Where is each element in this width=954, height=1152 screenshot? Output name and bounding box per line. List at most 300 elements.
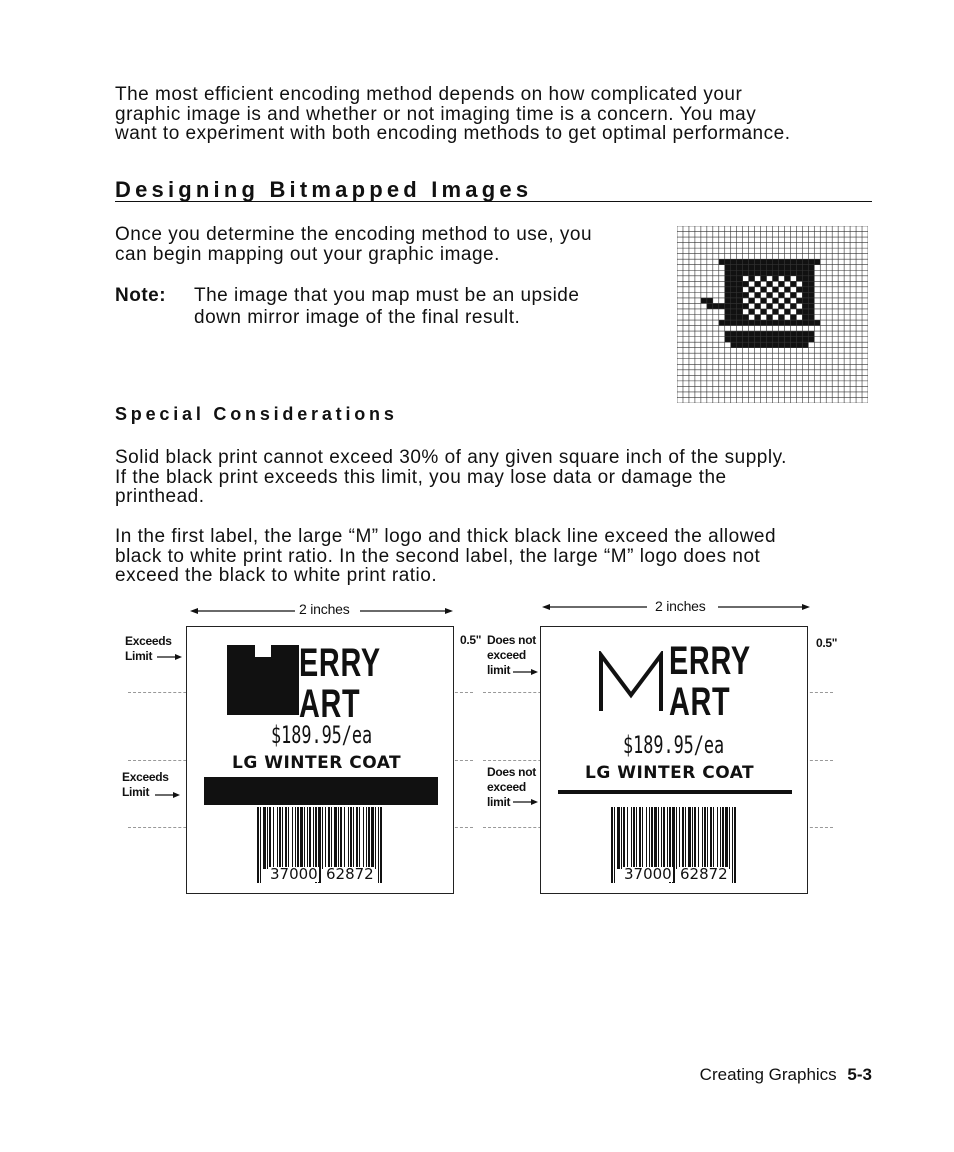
bitmap-cell [802,270,808,276]
bitmap-cell [725,309,731,315]
bitmap-cell [725,337,731,343]
bitmap-cell [767,292,773,298]
bitmap-cell [778,320,784,326]
bitmap-cell [737,309,743,315]
barcode-bar [636,807,637,869]
bitmap-cell [773,320,779,326]
bitmap-cell [802,303,808,309]
bitmap-cell [731,309,737,315]
bitmap-cell [731,265,737,271]
barcode-bar [277,807,278,869]
bitmap-cell [743,315,749,321]
intro-line: The most efficient encoding method depends on how complicated your [115,84,743,105]
bitmap-cell [796,287,802,293]
label-text-erry: ERRY [299,641,381,685]
bitmap-cell [802,265,808,271]
bitmap-cell [784,331,790,337]
bitmap-cell [731,259,737,265]
bitmap-cell [755,320,761,326]
bitmap-cell [761,265,767,271]
bitmap-cell [737,276,743,282]
barcode-bar [334,807,337,869]
barcode-number-right: 62872 [680,865,728,883]
bitmap-cell [802,320,808,326]
bitmap-cell [796,331,802,337]
barcode-bar [679,807,680,869]
bitmap-cell [790,320,796,326]
bitmap-cell [755,259,761,265]
barcode-bar [263,807,266,869]
barcode-bar [676,807,677,869]
intro-paragraph [115,85,895,144]
bitmap-cell [778,292,784,298]
barcode-bar [654,807,657,869]
bitmap-cell [749,337,755,343]
bitmap-cell [755,342,761,348]
bitmap-cell [719,259,725,265]
bitmap-cell [802,281,808,287]
barcode-bar [344,807,345,869]
barcode-bar [279,807,281,869]
bitmap-cell [725,320,731,326]
bitmap-cell [749,259,755,265]
barcode-bar [649,807,650,869]
half-inch-label-left: 0.5" [460,633,482,647]
bitmap-cell [719,320,725,326]
bitmap-cell [808,303,814,309]
bitmap-cell [802,287,808,293]
bitmap-cell [790,331,796,337]
para-line: If the black print exceeds this limit, you may lose data or damage the [115,466,727,488]
bitmap-cell [737,287,743,293]
note-label: Note: [115,285,167,306]
bitmap-cell [743,342,749,348]
bitmap-cell [725,287,731,293]
bitmap-cell [731,337,737,343]
bitmap-cell [784,270,790,276]
bitmap-cell [737,342,743,348]
bitmap-cell [778,337,784,343]
bitmap-cell [773,331,779,337]
bitmap-cell [767,331,773,337]
bitmap-cell [737,320,743,326]
intro-line: want to experiment with both encoding methods to get optimal performance. [115,123,791,144]
para-line: printhead. [115,486,205,507]
footer [700,1065,872,1085]
barcode-bar [340,807,342,869]
barcode-bar [646,807,647,869]
barcode-bar [682,807,684,869]
bitmap-cell [737,331,743,337]
bitmap-cell [796,309,802,315]
subsection-heading: Special Considerations [115,404,398,424]
bitmap-cell [773,265,779,271]
bitmap-cell [731,287,737,293]
bitmap-cell [784,276,790,282]
bitmap-cell [796,342,802,348]
bitmap-cell [725,265,731,271]
bitmap-cell [778,265,784,271]
bitmap-cell [790,315,796,321]
bitmap-grid-image [677,226,868,403]
bitmap-cell [790,281,796,287]
bitmap-cell [755,265,761,271]
callout-arrow-icon [513,797,539,807]
bitmap-cell [761,309,767,315]
bitmap-cell [808,315,814,321]
bitmap-cell [778,315,784,321]
barcode-bar [313,807,314,869]
thick-black-line [204,777,438,805]
barcode-bar [285,807,287,869]
note-text [194,285,654,329]
bitmap-cell [731,276,737,282]
barcode-bar [627,807,628,869]
bitmap-cell [778,331,784,337]
label-exceeds [186,626,454,894]
bitmap-cell [737,303,743,309]
bitmap-cell [790,337,796,343]
bitmap-cell [761,342,767,348]
bitmap-cell [737,270,743,276]
bitmap-cell [731,292,737,298]
bitmap-cell [743,337,749,343]
label-text-erry: ERRY [669,639,751,683]
bitmap-cell [761,298,767,304]
barcode-bar [623,807,625,869]
barcode-bar [663,807,665,869]
bitmap-cell [808,292,814,298]
bitmap-cell [778,281,784,287]
heading-rule [115,201,872,202]
bitmap-cell [725,270,731,276]
bitmap-cell [713,303,719,309]
bitmap-cell [773,342,779,348]
section-body [115,225,655,264]
barcode-bar [707,807,708,869]
barcode-bar [717,807,718,869]
barcode-bar [698,807,699,869]
barcode-bar [692,807,693,869]
para-line: black to white print ratio. In the second label, the large “M” logo does not [115,545,761,567]
label-within-limit [540,626,808,894]
barcode-bar [631,807,632,869]
callout-text: Does not [487,765,536,779]
bitmap-cell [725,292,731,298]
bitmap-cell [767,337,773,343]
barcode-bar [325,807,326,869]
bitmap-cell [808,259,814,265]
bitmap-cell [773,337,779,343]
bitmap-cell [808,337,814,343]
label-item-name: LG WINTER COAT [585,763,755,783]
bitmap-cell [731,270,737,276]
bitmap-cell [808,276,814,282]
bitmap-cell [767,320,773,326]
bitmap-cell [761,320,767,326]
barcode-bar [639,807,641,869]
bitmap-cell [701,298,707,304]
half-inch-label-right: 0.5" [816,636,838,650]
bitmap-cell [749,265,755,271]
bitmap-cell [767,265,773,271]
barcode-bar [257,807,259,883]
bitmap-cell [767,342,773,348]
bitmap-cell [761,259,767,265]
barcode-bar [661,807,662,869]
bitmap-cell [778,303,784,309]
barcode-bar [710,807,712,869]
bitmap-cell [725,259,731,265]
bitmap-cell [808,265,814,271]
thin-black-line [558,790,792,794]
barcode-bar [685,807,686,869]
bitmap-cell [743,281,749,287]
bitmap-cell [725,298,731,304]
bitmap-cell [749,276,755,282]
bitmap-cell [796,276,802,282]
barcode-bar [338,807,339,869]
bitmap-cell [796,259,802,265]
bitmap-cell [790,342,796,348]
bitmap-cell [802,337,808,343]
bitmap-cell [784,259,790,265]
callout-text: Exceeds [125,634,172,648]
label-text-art: ART [669,680,731,724]
bitmap-cell [707,303,713,309]
bitmap-cell [767,259,773,265]
barcode-bar [621,807,622,869]
callout-text: Limit [122,785,150,799]
bitmap-cell [790,270,796,276]
bitmap-cell [784,309,790,315]
section-line: can begin mapping out your graphic image. [115,243,500,265]
bitmap-cell [767,303,773,309]
bitmap-cell [755,270,761,276]
footer-chapter: Creating Graphics [699,1065,837,1084]
para-line: Solid black print cannot exceed 30% of any given square inch of the supply. [115,447,787,468]
barcode-bar [375,807,376,869]
bitmap-cell [725,331,731,337]
bitmap-cell [796,298,802,304]
bitmap-cell [790,292,796,298]
bitmap-cell [755,337,761,343]
barcode-bar [356,807,358,869]
bitmap-cell [796,337,802,343]
label-item-name: LG WINTER COAT [232,753,402,773]
barcode-bar [633,807,635,869]
bitmap-cell [743,259,749,265]
outline-m-logo [597,651,669,713]
bitmap-cell [725,315,731,321]
bitmap-cell [773,309,779,315]
barcode-bar [359,807,360,869]
bitmap-cell [737,281,743,287]
callout-arrow-icon [513,667,539,677]
para-line: exceed the black to white print ratio. [115,565,438,586]
bitmap-cell [808,331,814,337]
callout-text: limit [487,795,511,809]
bitmap-cell [778,270,784,276]
bitmap-cell [749,298,755,304]
bitmap-cell [767,270,773,276]
barcode-bar [688,807,691,869]
barcode-bar [322,807,323,869]
bitmap-cell [737,337,743,343]
barcode-bar [267,807,268,869]
barcode-bar [292,807,293,869]
callout-arrow-icon [157,652,183,662]
bitmap-cell [784,298,790,304]
bitmap-cell [790,259,796,265]
bitmap-cell [784,320,790,326]
label-price: $189.95/ea [623,731,725,759]
barcode-bar [704,807,706,869]
bitmap-cell [749,287,755,293]
bitmap-cell [802,298,808,304]
bitmap-cell [784,287,790,293]
special-paragraph-1 [115,448,905,507]
barcode-bar [642,807,643,869]
callout-text: exceed [487,780,526,794]
barcode-bar [720,807,721,869]
section-heading: Designing Bitmapped Images [115,177,533,202]
callout-text: limit [487,663,511,677]
barcode-bar [368,807,370,869]
barcode-bar [282,807,283,869]
barcode-bar [288,807,289,869]
barcode-bar [734,807,736,883]
intro-line: graphic image is and whether or not imaging time is a concern. You may [115,103,757,125]
bitmap-cell [761,270,767,276]
bitmap-cell [802,259,808,265]
bitmap-cell [725,276,731,282]
bitmap-cell [808,287,814,293]
barcode-bar [309,807,311,869]
bitmap-cell [749,320,755,326]
bitmap-cell [802,309,808,315]
barcode-bar [378,807,379,883]
barcode-number-left: 37000 [624,865,672,883]
bitmap-cell [743,331,749,337]
bitmap-cell [755,315,761,321]
bitmap-cell [778,342,784,348]
barcode-bar [611,807,613,883]
bitmap-cell [731,342,737,348]
callout-text: Exceeds [122,770,169,784]
barcode-bar [667,807,668,869]
bitmap-cell [731,331,737,337]
barcode-bar [269,807,271,869]
bitmap-cell [755,292,761,298]
bitmap-cell [731,303,737,309]
barcode-bar [348,807,349,869]
bitmap-cell [725,281,731,287]
bitmap-cell [767,281,773,287]
bitmap-cell [808,298,814,304]
bitmap-cell [749,331,755,337]
barcode-bar [617,807,620,869]
barcode-bar [295,807,296,869]
bitmap-cell [802,342,808,348]
section-line: Once you determine the encoding method to use, you [115,224,593,245]
bitmap-cell [808,270,814,276]
bitmap-cell [719,303,725,309]
barcode-bar [300,807,303,869]
bitmap-cell [755,303,761,309]
barcode-bar [651,807,653,869]
bitmap-cell [796,320,802,326]
barcode-bar [331,807,332,869]
barcode-bar [713,807,714,869]
barcode-number-right: 62872 [326,865,374,883]
bitmap-cell [731,281,737,287]
dimension-label-left: 2 inches [299,601,350,617]
bitmap-cell [737,259,743,265]
callout-arrow-icon [155,790,181,800]
bitmap-cell [743,292,749,298]
bitmap-cell [761,287,767,293]
barcode-bar [371,807,374,869]
bitmap-cell [707,298,713,304]
bitmap-cell [743,265,749,271]
label-price: $189.95/ea [271,721,373,749]
bitmap-cell [784,265,790,271]
barcode-number-left: 37000 [270,865,318,883]
bitmap-cell [784,342,790,348]
barcode-bar [273,807,274,869]
callout-text: Does not [487,633,536,647]
barcode-bar [353,807,354,869]
bitmap-cell [802,292,808,298]
barcode-bar [380,807,382,883]
note-line: down mirror image of the final result. [194,307,521,328]
bitmap-cell [773,259,779,265]
barcode-bar [260,807,261,883]
bitmap-cell [790,303,796,309]
bitmap-cell [761,276,767,282]
bitmap-cell [749,309,755,315]
bitmap-cell [761,337,767,343]
barcode-bar [732,807,733,883]
barcode-bar [702,807,703,869]
bitmap-cell [749,270,755,276]
barcode-bar [658,807,659,869]
bitmap-cell [778,259,784,265]
footer-page-number: 5-3 [847,1065,872,1084]
bitmap-cell [808,281,814,287]
solid-m-notch [255,645,271,657]
bitmap-cell [802,276,808,282]
bitmap-cell [773,276,779,282]
barcode-bar [729,807,730,869]
bitmap-cell [790,265,796,271]
bitmap-cell [749,342,755,348]
bitmap-cell [731,320,737,326]
bitmap-cell [737,298,743,304]
callout-text: Limit [125,649,153,663]
bitmap-cell [737,265,743,271]
bitmap-cell [761,331,767,337]
bitmap-cell [737,315,743,321]
bitmap-cell [796,270,802,276]
bitmap-cell [755,331,761,337]
special-paragraph-2 [115,527,905,586]
barcode-bar [304,807,305,869]
label-text-art: ART [299,682,361,726]
para-line: In the first label, the large “M” logo and thick black line exceed the allowed [115,526,777,547]
bitmap-cell [767,315,773,321]
